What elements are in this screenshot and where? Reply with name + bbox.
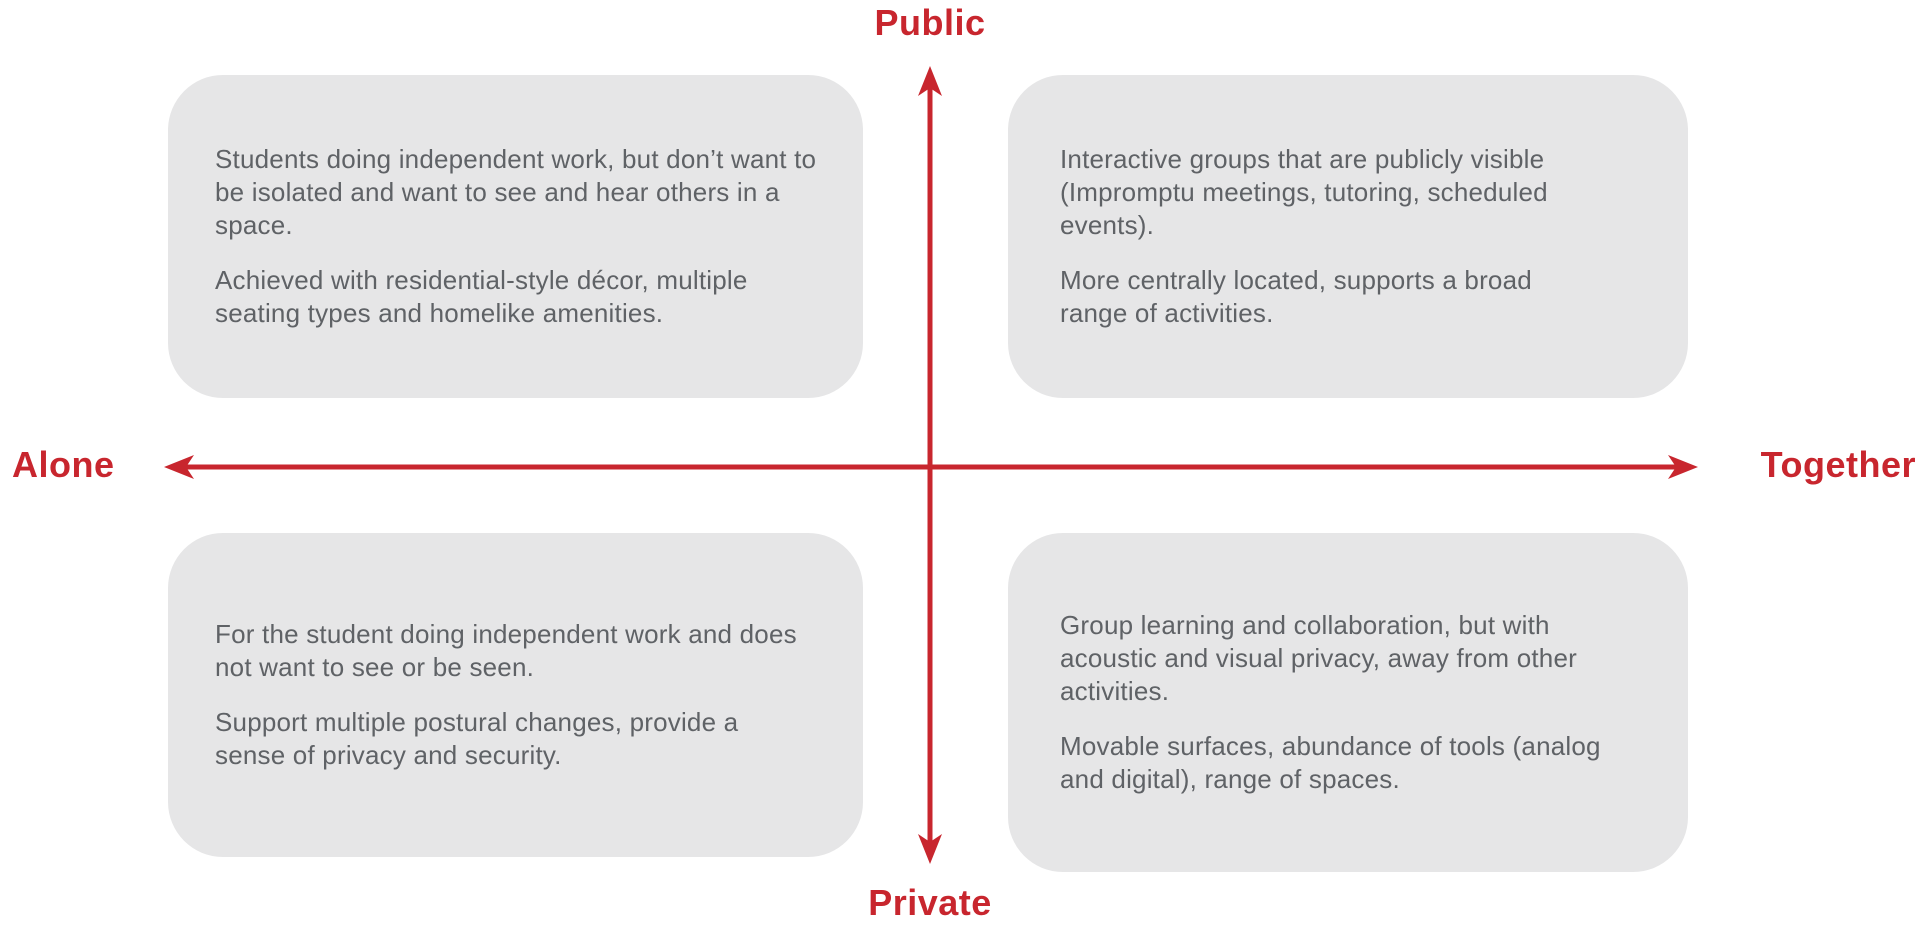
arrowhead-down-icon xyxy=(918,834,942,864)
arrowhead-right-icon xyxy=(1668,455,1698,479)
arrowhead-up-icon xyxy=(918,66,942,96)
quadrant-text: Movable surfaces, abundance of tools (analog and digital), range of spaces. xyxy=(1060,731,1601,794)
axis-label-private: Private xyxy=(868,882,992,923)
quadrant-text: Group learning and collaboration, but with acoustic and visual privacy, away from other activities. xyxy=(1060,610,1577,706)
quadrant-text: For the student doing independent work and does not want to see or be seen. xyxy=(215,619,797,682)
quadrant-text: Students doing independent work, but don’t want to be isolated and want to see and hear others in a space. xyxy=(215,144,817,240)
quadrant-text: Interactive groups that are publicly visible (Impromptu meetings, tutoring, scheduled events). xyxy=(1060,144,1548,240)
axis-label-public: Public xyxy=(874,2,986,43)
quadrant-text: Achieved with residential-style décor, multiple seating types and homelike amenities. xyxy=(215,265,748,328)
quadrant-text: More centrally located, supports a broad range of activities. xyxy=(1060,265,1532,328)
quadrant-text: Support multiple postural changes, provide a sense of privacy and security. xyxy=(215,707,739,770)
quadrant-alone-public xyxy=(168,75,863,398)
quadrant-alone-private xyxy=(168,533,863,857)
quadrant-together-private xyxy=(1008,533,1688,872)
axis-label-alone: Alone xyxy=(12,444,115,485)
quadrant-together-public xyxy=(1008,75,1688,398)
axis-label-together: Together xyxy=(1760,444,1916,485)
arrowhead-left-icon xyxy=(164,455,194,479)
